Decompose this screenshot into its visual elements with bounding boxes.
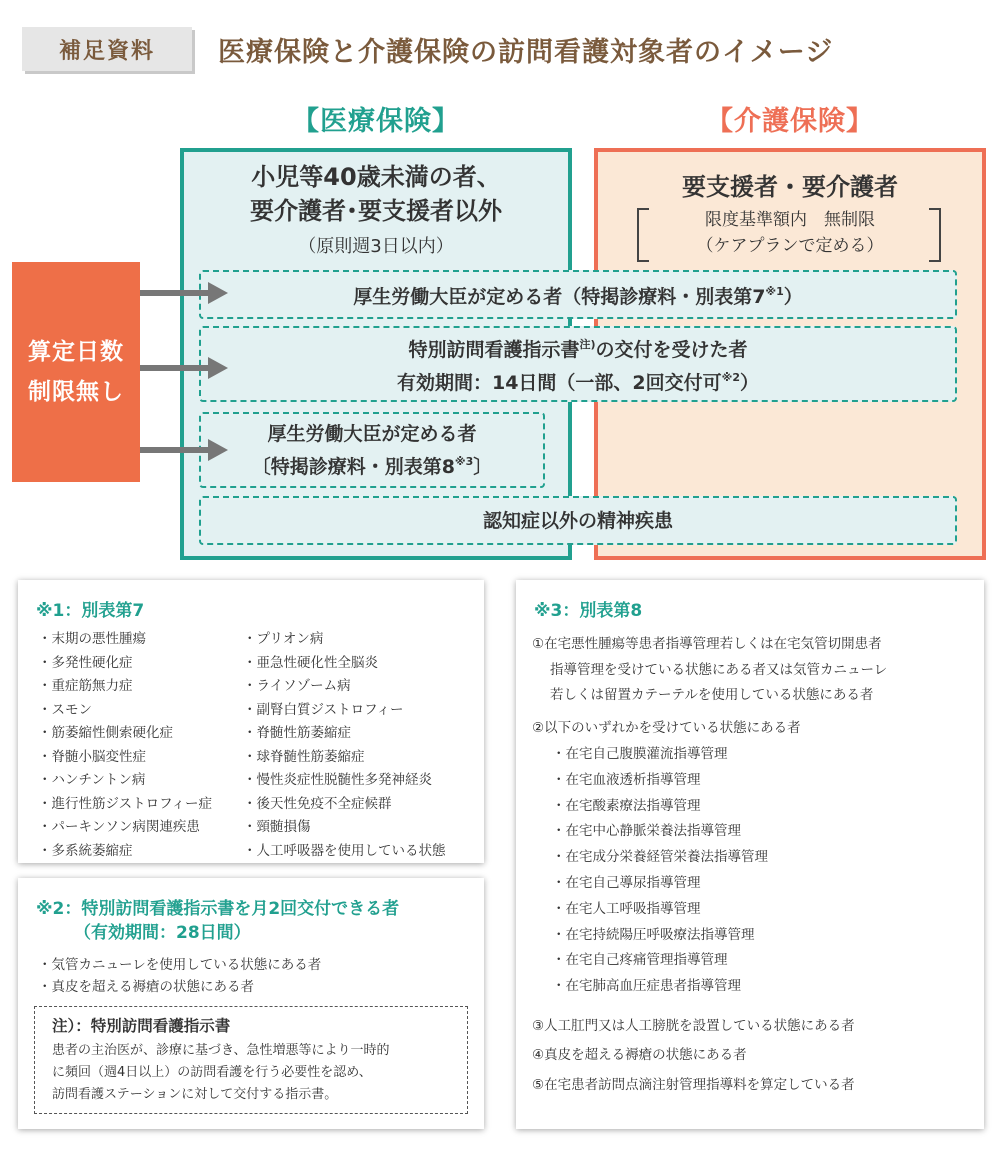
medical-limit-note: （原則週3日以内）: [298, 236, 454, 257]
note-title: 注）：特別訪問看護指示書: [52, 1017, 231, 1035]
care-description: 要支援者・要介護者: [682, 173, 898, 201]
table8-item4: ④真皮を超える褥瘡の状態にある者: [532, 1047, 747, 1063]
note-body: [52, 1040, 464, 1106]
table8-sublist: [552, 742, 972, 1000]
row1-footnote-mark: ※1: [765, 285, 784, 298]
row-minister-table8: [199, 412, 545, 488]
note-line: 訪問看護ステーションに対して交付する指示書。: [52, 1087, 338, 1102]
list-item: ・脊髄小脳変性症: [38, 748, 146, 765]
list-item: ・スモン: [38, 701, 92, 718]
list-item: ・在宅中心静脈栄養法指導管理: [552, 823, 741, 840]
item1-line: 指導管理を受けている状態にある者又は気管カニューレ: [550, 661, 888, 678]
list-item: ・在宅自己疼痛管理指導管理: [552, 952, 728, 969]
list-item: ・プリオン病: [243, 631, 324, 647]
item1-line: ①在宅悪性腫瘍等患者指導管理若しくは在宅気管切開患者: [532, 636, 882, 652]
row3-line2a: 〔特掲診療料・別表第8: [251, 455, 455, 478]
list-item: ・重症筋無力症: [38, 678, 133, 694]
row2-line2b: ）: [740, 372, 760, 394]
list-item: ・副腎白質ジストロフィー: [243, 701, 404, 718]
list-item: ・在宅肺高血圧症患者指導管理: [552, 978, 741, 995]
table2-list: [38, 954, 478, 998]
list-item: ・脊髄性筋萎縮症: [243, 725, 351, 741]
row-minister-table7: [199, 270, 957, 319]
row-special-instruction: [199, 326, 957, 402]
arrows: [140, 270, 240, 470]
row4-text: 認知症以外の精神疾患: [482, 509, 673, 532]
table7-title: ※1：別表第7: [36, 601, 145, 621]
list-item: ・ライソゾーム病: [243, 678, 351, 694]
medical-heading: 【医療保険】: [292, 105, 460, 137]
row1-text: 厚生労働大臣が定める者（特掲診療料・別表第7: [353, 286, 766, 308]
table8-item2: ②以下のいずれかを受けている状態にある者: [532, 720, 801, 736]
list-item: ・後天性免疫不全症候群: [243, 795, 392, 812]
list-item: ・在宅血液透析指導管理: [552, 771, 701, 788]
care-limit-note: [598, 207, 982, 259]
row2-note-mark: 注): [579, 338, 596, 351]
row3-line2b: 〕: [473, 455, 493, 478]
table2-subtitle: （有効期間：28日間）: [74, 923, 251, 943]
no-day-limit-label: [12, 262, 140, 482]
list-item: ・球脊髄性筋萎縮症: [243, 748, 365, 765]
supplement-tag: 補足資料: [22, 27, 192, 71]
left-label-line2: 制限無し: [28, 379, 124, 405]
care-line3: （ケアプランで定める）: [696, 236, 884, 256]
list-item: ・在宅自己導尿指導管理: [552, 874, 701, 891]
right-bracket: [929, 208, 941, 262]
table8-item5: ⑤在宅患者訪問点滴注射管理指導料を算定している者: [532, 1077, 855, 1093]
list-item: ・ハンチントン病: [38, 772, 146, 788]
list-item: ・気管カニューレを使用している状態にある者: [38, 957, 322, 973]
list-item: ・多系統萎縮症: [38, 842, 133, 859]
row2-line1a: 特別訪問看護指示書: [408, 339, 580, 361]
row2-footnote-mark: ※2: [721, 371, 740, 384]
row1-tail: ）: [783, 286, 803, 308]
list-item: ・末期の悪性腫瘍: [38, 631, 146, 647]
table7-list-col2: [243, 628, 479, 863]
list-item: ・筋萎縮性側索硬化症: [38, 725, 173, 741]
arrow-head-3: [208, 439, 228, 461]
list-item: ・在宅持続陽圧呼吸療法指導管理: [552, 926, 755, 943]
list-item: ・慢性炎症性脱髄性多発神経炎: [243, 772, 432, 788]
list-item: ・頸髄損傷: [243, 819, 311, 835]
care-heading: 【介護保険】: [706, 105, 874, 137]
arrow-head-2: [208, 357, 228, 379]
arrow-shaft-1: [140, 290, 210, 296]
care-line2: 限度基準額内 無制限: [705, 210, 875, 230]
row-mental-illness: [199, 496, 957, 545]
list-item: ・パーキンソン病関連疾患: [38, 819, 200, 835]
list-item: ・真皮を超える褥瘡の状態にある者: [38, 979, 254, 995]
arrow-shaft-2: [140, 365, 210, 371]
left-bracket: [637, 208, 649, 262]
list-item: ・進行性筋ジストロフィー症: [38, 795, 213, 812]
left-label-line1: 算定日数: [28, 339, 124, 365]
medical-line2: 要介護者･要支援者以外: [250, 197, 502, 225]
table8-item3: ③人工肛門又は人工膀胱を設置している状態にある者: [532, 1018, 855, 1034]
list-item: ・在宅成分栄養経管栄養法指導管理: [552, 849, 768, 866]
arrow-shaft-3: [140, 447, 210, 453]
list-item: ・亜急性硬化性全脳炎: [243, 654, 378, 671]
medical-description: [184, 160, 568, 228]
row2-line2a: 有効期間：14日間（一部、2回交付可: [396, 372, 722, 394]
table8-item1: [532, 632, 982, 709]
medical-line1: 小児等40歳未満の者、: [251, 163, 501, 191]
table8-title: ※3：別表第8: [534, 601, 643, 621]
note-line: 患者の主治医が、診療に基づき、急性増悪等により一時的: [52, 1043, 390, 1058]
item1-line: 若しくは留置カテーテルを使用している状態にある者: [550, 687, 874, 703]
list-item: ・多発性硬化症: [38, 654, 133, 671]
page-title: 医療保険と介護保険の訪問看護対象者のイメージ: [218, 36, 834, 68]
list-item: ・在宅人工呼吸指導管理: [552, 900, 701, 917]
row2-line1b: の交付を受けた者: [595, 339, 748, 361]
row3-line1: 厚生労働大臣が定める者: [267, 422, 477, 445]
list-item: ・在宅酸素療法指導管理: [552, 797, 701, 814]
table2-title: ※2：特別訪問看護指示書を月2回交付できる者: [36, 899, 400, 919]
note-line: に頻回（週4日以上）の訪問看護を行う必要性を認め、: [52, 1065, 372, 1080]
row3-footnote-mark: ※3: [454, 454, 474, 468]
list-item: ・人工呼吸器を使用している状態: [243, 842, 446, 859]
arrow-head-1: [208, 282, 228, 304]
list-item: ・在宅自己腹膜灌流指導管理: [552, 746, 728, 762]
table7-list-col1: [38, 628, 248, 863]
